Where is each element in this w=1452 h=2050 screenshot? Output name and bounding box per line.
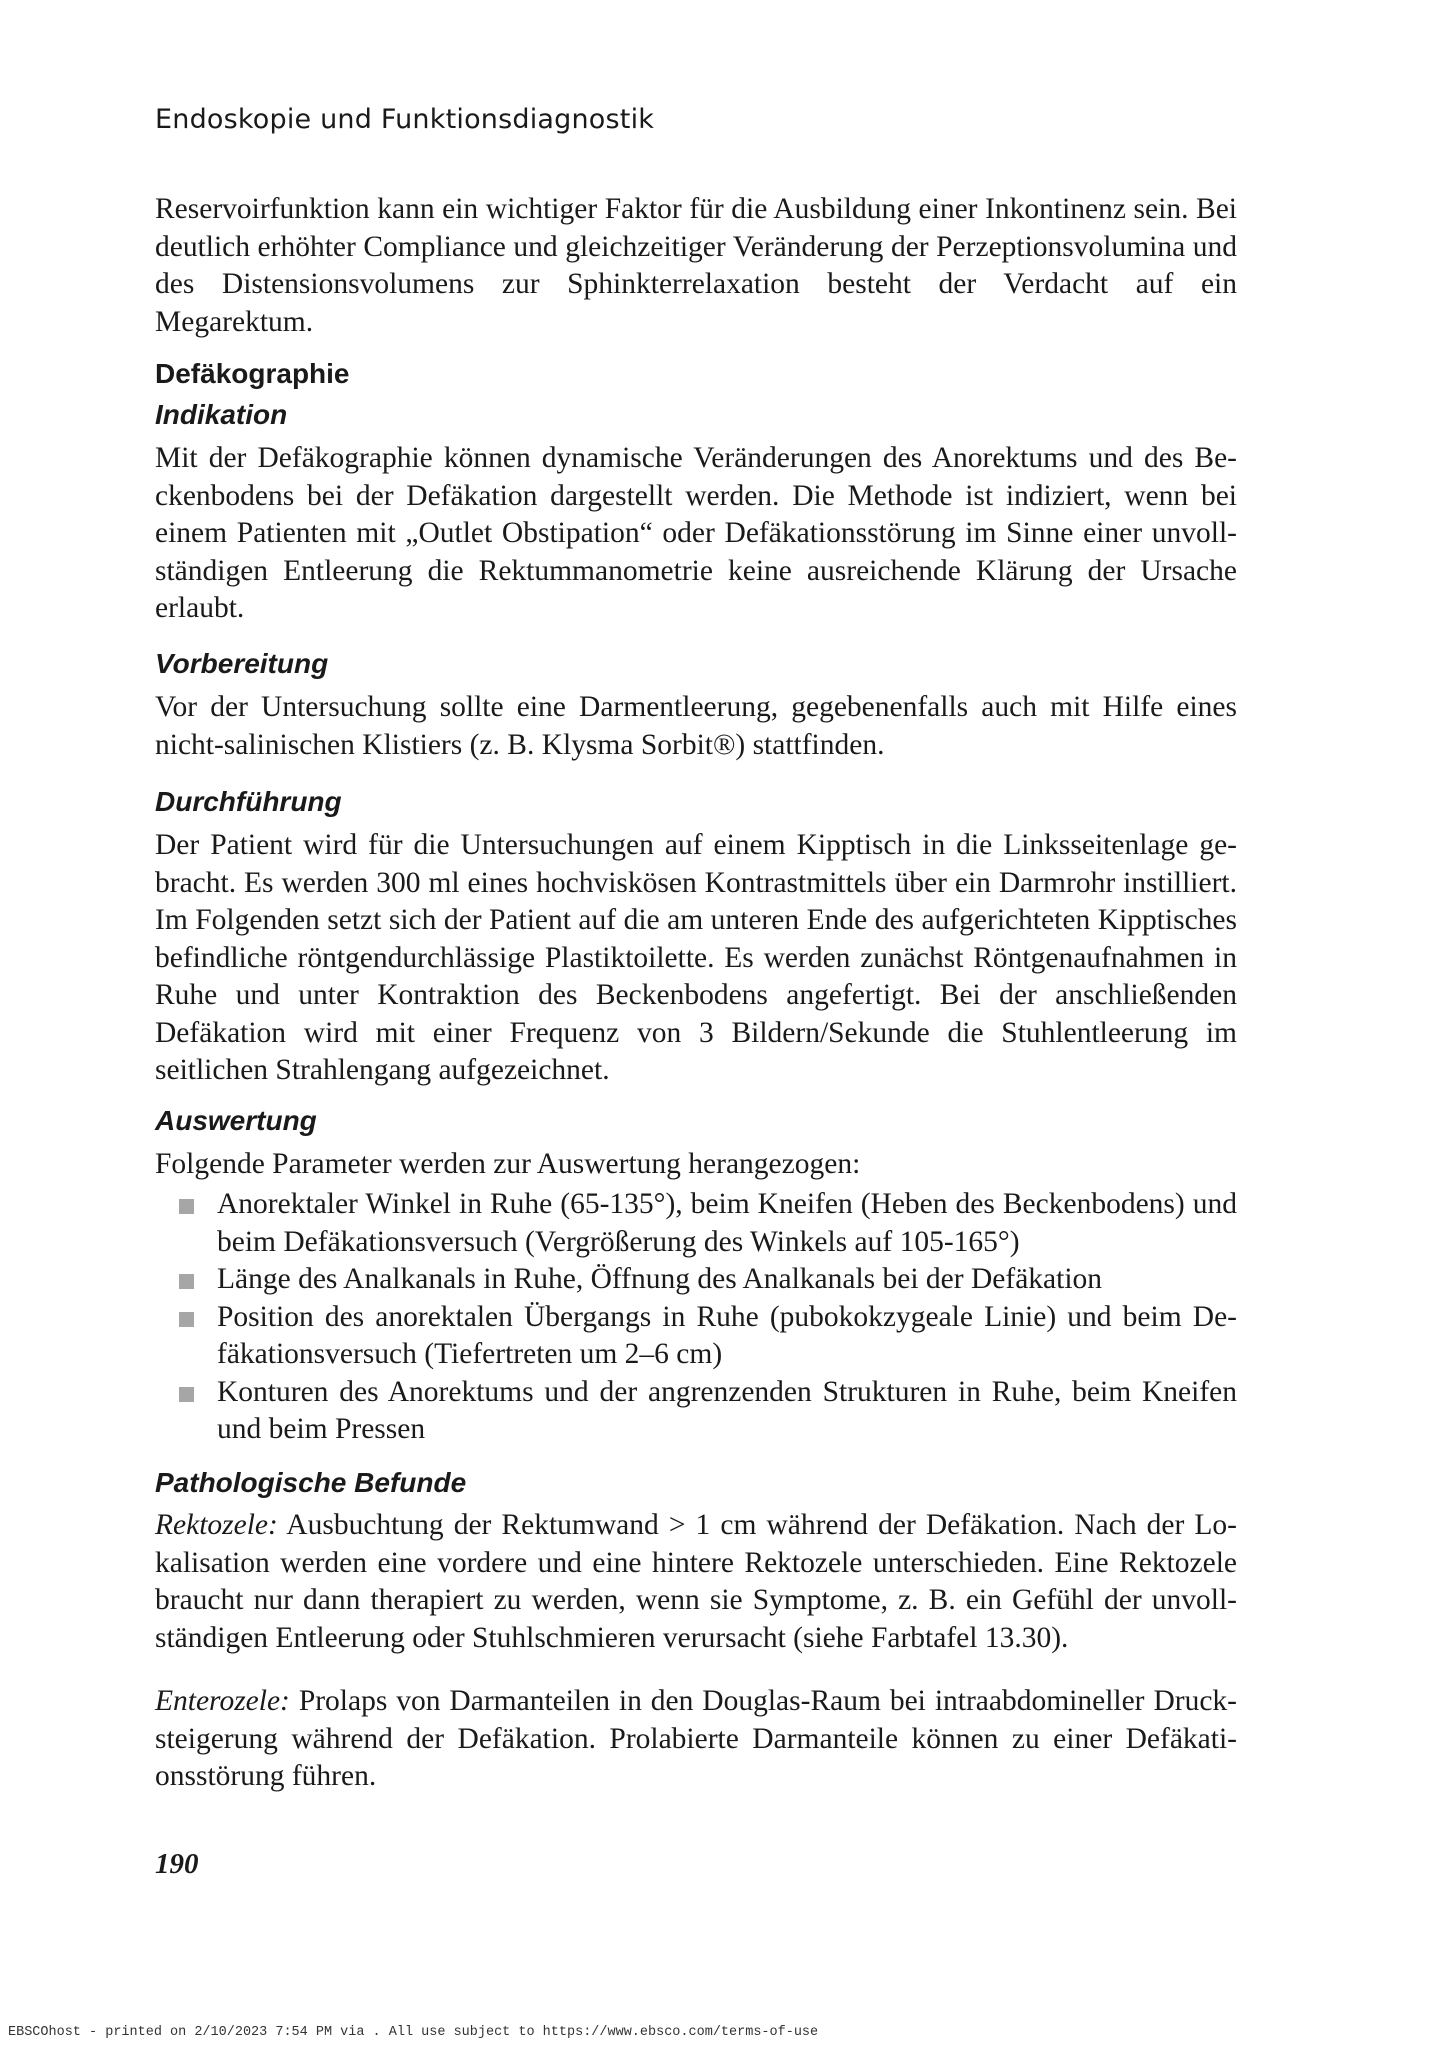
rektozele-term: Rektozele: [155,1509,278,1541]
page-number: 190 [155,1848,199,1880]
list-item [155,1261,1237,1299]
auswertung-list [155,1186,1237,1449]
auswertung-heading: Auswertung [155,1105,317,1136]
list-item-text: Konturen des Anorektums und der angrenzenden Strukturen in Ruhe, beim Kneifen und beim Pressen [217,1375,1237,1445]
enterozele-text: Prolaps von Darmanteilen in den Douglas-Raum bei intraabdomineller Drucksteigerung während der Defäkation. Prolabierte Darmanteile können zu einer Defäkationsstörung führen. [155,1685,1237,1792]
bullet-square-icon [179,1312,194,1327]
bullet-square-icon [179,1387,194,1402]
auswertung-intro: Folgende Parameter werden zur Auswertung herangezogen: [155,1148,861,1180]
indikation-text: Mit der Defäkographie können dynamische Veränderungen des Anorektums und des Beckenbodens bei der Defäkation dargestellt werden. Die Methode ist indiziert, wenn bei einem Patienten mit „Outlet Obstipation“ oder Defäkationsstörung im Sinne einer unvollständigen Entleerung die Rektummanometrie keine ausreichende Klärung der Ursache erlaubt. [155,442,1237,624]
durchfuehrung-text: Der Patient wird für die Untersuchungen auf einem Kipptisch in die Linksseitenlage gebracht. Es werden 300 ml eines hochviskösen Kontrastmittels über ein Darmrohr instilliert. Im Folgenden setzt sich der Patient auf die am unteren Ende des aufgerichteten Kipptisches befindliche röntgendurchlässige Plastiktoilette. Es werden zunächst Röntgenaufnahmen in Ruhe und unter Kontraktion des Beckenbodens angefertigt. Bei der anschließenden Defäkation wird mit einer Frequenz von 3 Bildern/Sekunde die Stuhlentleerung im seitlichen Strahlengang aufgezeichnet. [155,829,1237,1086]
list-item [155,1186,1237,1261]
list-item-text: Länge des Analkanals in Ruhe, Öffnung des Analkanals bei der Defäkation [217,1263,1103,1295]
list-item-text: Anorektaler Winkel in Ruhe (65-135°), beim Kneifen (Heben des Beckenbodens) und beim Defäkationsversuch (Vergrößerung des Winkels auf 105-165°) [217,1188,1237,1258]
rektozele-text: Ausbuchtung der Rektumwand > 1 cm während der Defäkation. Nach der Lokalisation werden eine vordere und eine hintere Rektozele unterschieden. Eine Rektozele braucht nur dann therapiert zu werden, wenn sie Symptome, z. B. ein Gefühl der unvollständigen Entleerung oder Stuhlschmieren verursacht (siehe Farbtafel 13.30). [155,1509,1237,1654]
vorbereitung-text: Vor der Untersuchung sollte eine Darmentleerung, gegebenenfalls auch mit Hilfe eines nicht-salinischen Klistiers (z. B. Klysma Sorbit®) stattfinden. [155,691,1237,761]
footer-notice: EBSCOhost - printed on 2/10/2023 7:54 PM via . All use subject to https://www.ebsco.com/terms-of-use [8,2025,819,2040]
bullet-square-icon [179,1199,194,1214]
running-head: Endoskopie und Funktionsdiagnostik [155,104,655,135]
intro-paragraph: Reservoirfunktion kann ein wichtiger Faktor für die Ausbildung einer Inkontinenz sein. Bei deutlich erhöhter Compliance und gleichzeitiger Veränderung der Perzeptionsvolumina und des Distensionsvolumens zur Sphinkterrelaxation besteht der Verdacht auf ein Megarektum. [155,193,1237,338]
list-item [155,1374,1237,1449]
list-item-text: Position des anorektalen Übergangs in Ruhe (pubokokzygeale Linie) und beim Defäkationsversuch (Tiefertreten um 2–6 cm) [217,1300,1237,1370]
bullet-square-icon [179,1274,194,1289]
rektozele-paragraph [155,1507,1237,1657]
indikation-heading: Indikation [155,399,288,430]
section-title: Defäkographie [155,358,350,389]
enterozele-term: Enterozele: [155,1685,290,1717]
durchfuehrung-heading: Durchführung [155,786,342,817]
befunde-heading: Pathologische Befunde [155,1467,467,1498]
list-item [155,1299,1237,1374]
vorbereitung-heading: Vorbereitung [155,648,329,679]
enterozele-paragraph [155,1683,1237,1796]
